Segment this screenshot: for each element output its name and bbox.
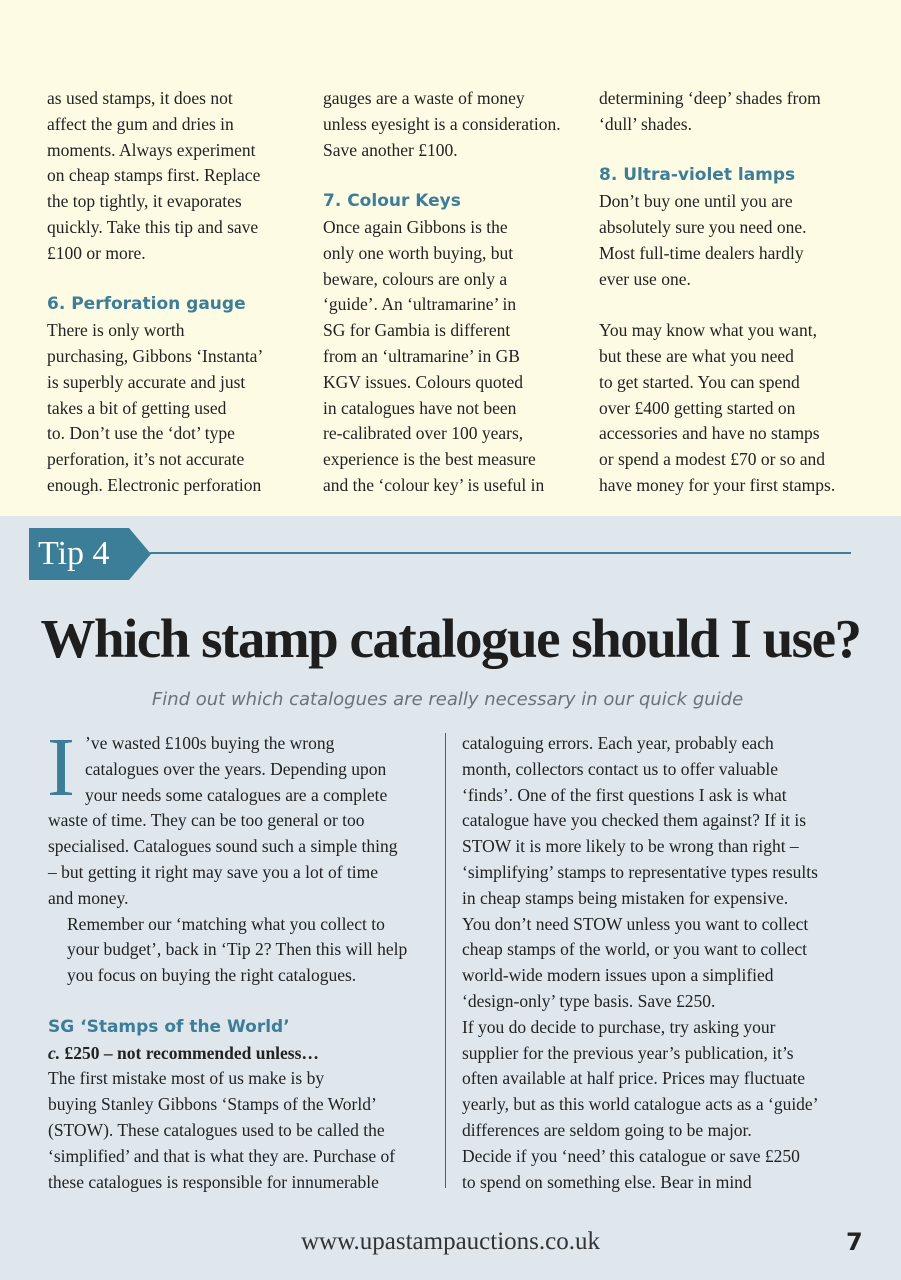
col1-body <box>47 318 297 499</box>
text-line: in catalogues have not been <box>323 397 517 418</box>
intro-lines <box>48 808 438 911</box>
text-line: ‘guide’. An ‘ultramarine’ in <box>323 294 517 315</box>
col1-intro <box>47 86 297 267</box>
text-line: ‘design-only’ type basis. Save £250. <box>462 990 716 1011</box>
text-line: in cheap stamps being mistaken for expensive. <box>462 887 789 908</box>
page-number: 7 <box>846 1228 863 1256</box>
top-column-3 <box>599 86 864 499</box>
text-line: beware, colours are only a <box>323 268 508 289</box>
text-line: but these are what you need <box>599 345 794 366</box>
paragraph-2 <box>48 912 438 989</box>
text-line: determining ‘deep’ shades from <box>599 88 821 108</box>
column-divider <box>445 733 446 1188</box>
heading-perforation-gauge: 6. Perforation gauge <box>47 294 246 315</box>
text-line: enough. Electronic perforation <box>47 474 262 495</box>
article-subtitle: Find out which catalogues are really necessary in our quick guide <box>151 689 744 710</box>
text-line: these catalogues is responsible for innumerable <box>48 1171 379 1192</box>
col3-intro <box>599 86 864 138</box>
text-line: catalogue have you checked them against? If it is <box>462 810 807 831</box>
top-column-1 <box>47 86 297 499</box>
text-line: ‘finds’. One of the first questions I ask is what <box>462 784 787 805</box>
heading-colour-keys: 7. Colour Keys <box>323 191 461 212</box>
paragraph-3 <box>48 1066 438 1195</box>
text-line: – but getting it right may save you a lot of time <box>48 861 379 882</box>
text-line: cataloguing errors. Each year, probably each <box>462 733 774 753</box>
tip-label: Tip 4 <box>38 535 110 572</box>
text-line: differences are seldom going to be major. <box>462 1119 752 1140</box>
text-line: buying Stanley Gibbons ‘Stamps of the World’ <box>48 1094 377 1115</box>
heading-ultra-violet-lamps: 8. Ultra-violet lamps <box>599 165 796 186</box>
text-line: have money for your first stamps. <box>599 474 836 495</box>
text-line: ’ve wasted £100s buying the wrong <box>85 733 335 753</box>
text-line: accessories and have no stamps <box>599 423 820 444</box>
text-line: re-calibrated over 100 years, <box>323 423 524 444</box>
heading-stamps-of-the-world: SG ‘Stamps of the World’ <box>48 1016 290 1037</box>
text-line: Save another £100. <box>323 139 458 160</box>
text-line: There is only worth <box>47 320 185 341</box>
text-line: your budget’, back in ‘Tip 2? Then this will help <box>67 939 408 960</box>
text-line: Remember our ‘matching what you collect to <box>67 913 385 934</box>
text-line: as used stamps, it does not <box>47 88 233 108</box>
text-line: ever use one. <box>599 268 691 289</box>
col3-closing <box>599 318 864 499</box>
text-line: You may know what you want, <box>599 320 817 341</box>
tip-rule <box>150 552 851 554</box>
text-line: ‘simplifying’ stamps to representative types results <box>462 861 818 882</box>
price-prefix: c. <box>48 1042 61 1063</box>
text-line: unless eyesight is a consideration. <box>323 113 561 134</box>
text-line: specialised. Catalogues sound such a simple thing <box>48 836 398 857</box>
text-line: world-wide modern issues upon a simplified <box>462 965 774 986</box>
text-line: STOW it is more likely to be wrong than right – <box>462 836 799 857</box>
article-column-right <box>462 731 857 1195</box>
text-line: ‘dull’ shades. <box>599 113 692 134</box>
text-line: moments. Always experiment <box>47 139 256 160</box>
text-line: affect the gum and dries in <box>47 113 234 134</box>
col2-intro <box>323 86 578 163</box>
text-line: only one worth buying, but <box>323 242 514 263</box>
text-line: waste of time. They can be too general or too <box>48 810 365 831</box>
text-line: Once again Gibbons is the <box>323 216 508 237</box>
text-line: experience is the best measure <box>323 449 536 470</box>
text-line: perforation, it’s not accurate <box>47 449 245 470</box>
text-line: gauges are a waste of money <box>323 88 525 108</box>
text-line: on cheap stamps first. Replace <box>47 165 261 186</box>
text-line: yearly, but as this world catalogue acts as a ‘guide’ <box>462 1094 819 1115</box>
text-line: ‘simplified’ and that is what they are. Purchase of <box>48 1145 396 1166</box>
text-line: If you do decide to purchase, try asking your <box>462 1016 776 1037</box>
text-line: You don’t need STOW unless you want to collect <box>462 913 809 934</box>
text-line: absolutely sure you need one. <box>599 216 807 237</box>
text-line: catalogues over the years. Depending upon <box>85 758 387 779</box>
text-line: SG for Gambia is different <box>323 320 511 341</box>
text-line: The first mistake most of us make is by <box>48 1068 325 1089</box>
col2-body <box>323 215 578 499</box>
text-line: to get started. You can spend <box>599 371 800 392</box>
col3-body <box>599 189 864 292</box>
text-line: month, collectors contact us to offer valuable <box>462 758 779 779</box>
text-line: the top tightly, it evaporates <box>47 191 242 212</box>
text-line: you focus on buying the right catalogues. <box>67 965 357 986</box>
text-line: and money. <box>48 887 129 908</box>
text-line: to. Don’t use the ‘dot’ type <box>47 423 235 444</box>
text-line: often available at half price. Prices may fluctuate <box>462 1068 806 1089</box>
text-line: £100 or more. <box>47 242 146 263</box>
text-line: (STOW). These catalogues used to be called the <box>48 1119 385 1140</box>
text-line: to spend on something else. Bear in mind <box>462 1171 752 1192</box>
text-line: KGV issues. Colours quoted <box>323 371 523 392</box>
price-text: £250 – not recommended unless… <box>60 1042 319 1063</box>
article-title: Which stamp catalogue should I use? <box>40 608 861 669</box>
text-line: quickly. Take this tip and save <box>47 216 259 237</box>
text-line: or spend a modest £70 or so and <box>599 449 826 470</box>
text-line: Decide if you ‘need’ this catalogue or save £250 <box>462 1145 800 1166</box>
text-line: is superbly accurate and just <box>47 371 246 392</box>
text-line: takes a bit of getting used <box>47 397 227 418</box>
text-line: supplier for the previous year’s publication, it’s <box>462 1042 794 1063</box>
text-line: Don’t buy one until you are <box>599 191 793 212</box>
drop-cap: I <box>47 721 75 814</box>
text-line: from an ‘ultramarine’ in GB <box>323 345 520 366</box>
right-column-text <box>462 731 857 1195</box>
footer-url: www.upastampauctions.co.uk <box>300 1228 600 1255</box>
text-line: your needs some catalogues are a complete <box>85 784 388 805</box>
top-column-2 <box>323 86 578 499</box>
text-line: cheap stamps of the world, or you want to collect <box>462 939 808 960</box>
text-line: over £400 getting started on <box>599 397 796 418</box>
intro-dropcap-lines <box>47 721 438 814</box>
price-line <box>48 1041 438 1067</box>
text-line: purchasing, Gibbons ‘Instanta’ <box>47 345 264 366</box>
text-line: and the ‘colour key’ is useful in <box>323 474 545 495</box>
text-line: Most full-time dealers hardly <box>599 242 804 263</box>
article-column-left <box>47 721 438 1195</box>
